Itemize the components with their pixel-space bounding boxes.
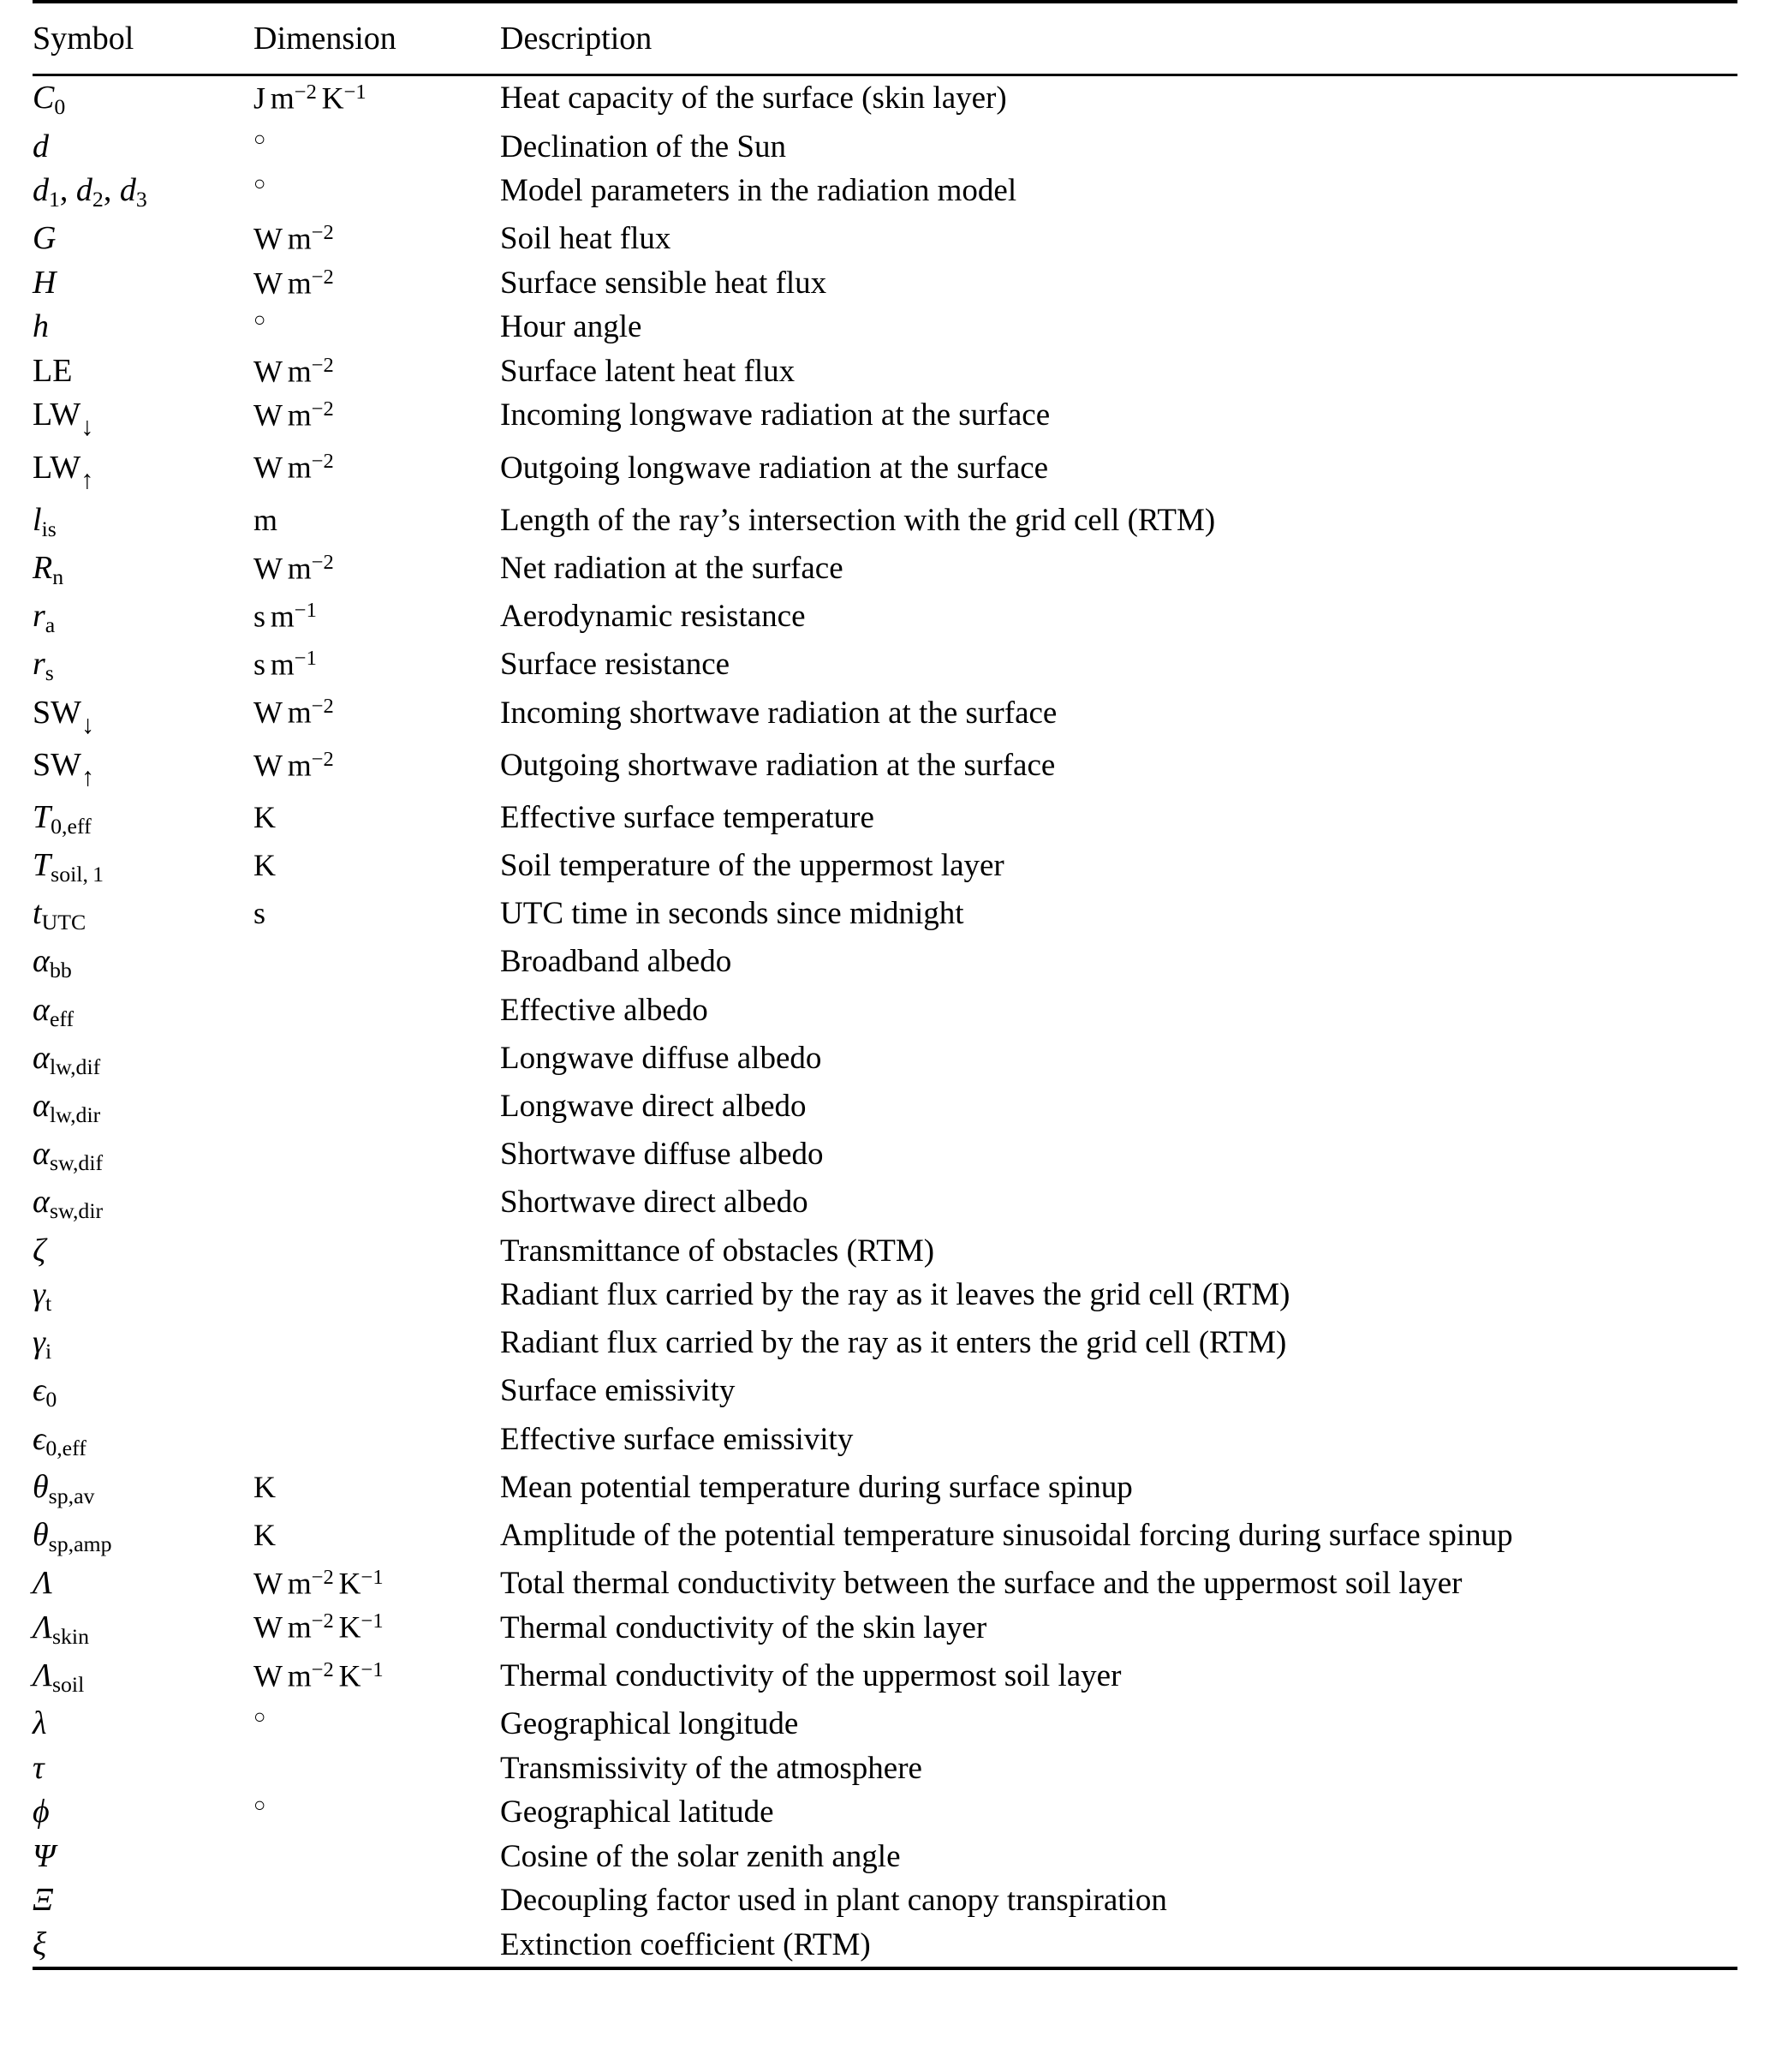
- cell-description: Outgoing shortwave radiation at the surface: [500, 747, 1056, 783]
- table-row: [33, 642, 1737, 690]
- cell-description: Cosine of the solar zenith angle: [500, 1838, 901, 1874]
- cell-symbol: Ψ: [33, 1837, 56, 1874]
- bottom-rule: [33, 1968, 1737, 1970]
- cell-description: Heat capacity of the surface (skin layer): [500, 81, 1007, 116]
- cell-symbol: $R_n$: [33, 550, 64, 590]
- cell-description: Geographical longitude: [500, 1705, 799, 1741]
- table-row: [33, 1701, 1737, 1746]
- cell-symbol: $\epsilon_0$: [33, 1372, 57, 1412]
- cell-description: Total thermal conductivity between the surface and the uppermost soil layer: [500, 1566, 1463, 1602]
- cell-symbol: $r_s$: [33, 646, 54, 686]
- table-row: [33, 1180, 1737, 1228]
- table-row: [33, 1228, 1737, 1273]
- cell-dimension: [253, 988, 500, 1036]
- cell-dimension: W $m^{-2}$: [253, 221, 334, 256]
- table-row: [33, 445, 1737, 498]
- cell-dimension: s $m^{-1}$: [253, 598, 317, 634]
- cell-dimension: ○: [253, 128, 266, 152]
- table-row: [33, 124, 1737, 169]
- cell-dimension: W $m^{-2}$: [253, 550, 334, 586]
- table-row: [33, 1834, 1737, 1878]
- cell-symbol: d: [33, 128, 49, 164]
- cell-dimension: ○: [253, 309, 266, 332]
- cell-symbol: $\Lambda_{soil}$: [33, 1657, 85, 1698]
- cell-dimension: [253, 1922, 500, 1968]
- cell-description: Model parameters in the radiation model: [500, 173, 1017, 209]
- table-row: [33, 305, 1737, 349]
- cell-symbol: ζ: [33, 1232, 46, 1269]
- cell-dimension: ○: [253, 1705, 266, 1729]
- cell-symbol: $d_1$, $d_2$, $d_3$: [33, 172, 147, 212]
- cell-symbol: τ: [33, 1749, 45, 1786]
- cell-dimension: K: [253, 1469, 276, 1504]
- column-header-symbol: Symbol: [33, 21, 134, 57]
- cell-dimension: s: [253, 896, 266, 931]
- cell-dimension: [253, 1417, 500, 1465]
- cell-symbol: $l_{is}$: [33, 501, 57, 542]
- cell-description: Effective surface temperature: [500, 799, 874, 835]
- cell-description: Soil heat flux: [500, 221, 671, 257]
- cell-symbol: $T_{soil, 1}$: [33, 847, 104, 887]
- cell-dimension: W $m^{-2}$: [253, 747, 334, 782]
- cell-description: Surface resistance: [500, 647, 730, 683]
- cell-dimension: m: [253, 502, 278, 537]
- column-header-dimension: Dimension: [253, 21, 396, 57]
- table-row: [33, 393, 1737, 445]
- table-row: [33, 1036, 1737, 1084]
- cell-description: Geographical latitude: [500, 1794, 774, 1830]
- cell-description: Decoupling factor used in plant canopy transpiration: [500, 1883, 1167, 1919]
- cell-dimension: W $m^{-2}$ $K^{-1}$: [253, 1565, 384, 1601]
- cell-description: Extinction coefficient (RTM): [500, 1926, 871, 1962]
- cell-description: Soil temperature of the uppermost layer: [500, 848, 1004, 884]
- cell-symbol: $\alpha_{lw,dif}$: [33, 1039, 101, 1080]
- cell-symbol: $\epsilon_{0,eff}$: [33, 1420, 86, 1460]
- table-head: [33, 2, 1737, 76]
- table-row: [33, 1561, 1737, 1606]
- cell-description: Transmissivity of the atmosphere: [500, 1750, 922, 1786]
- table-row: [33, 690, 1737, 743]
- cell-description: Length of the ray’s intersection with the grid cell (RTM): [500, 502, 1216, 538]
- cell-dimension: [253, 1084, 500, 1132]
- cell-description: Shortwave diffuse albedo: [500, 1137, 824, 1173]
- cell-description: Aerodynamic resistance: [500, 599, 806, 635]
- cell-description: Surface sensible heat flux: [500, 265, 827, 301]
- cell-symbol: Ξ: [33, 1882, 54, 1919]
- table-row: [33, 1746, 1737, 1790]
- table-foot: [33, 1968, 1737, 1970]
- cell-dimension: [253, 940, 500, 988]
- cell-description: Surface emissivity: [500, 1373, 736, 1409]
- cell-dimension: W $m^{-2}$: [253, 265, 334, 300]
- cell-symbol: H: [33, 264, 57, 301]
- table-row: [33, 988, 1737, 1036]
- table-row: [33, 1369, 1737, 1417]
- cell-dimension: W $m^{-2}$: [253, 397, 334, 433]
- table-row: [33, 1790, 1737, 1835]
- cell-description: Incoming shortwave radiation at the surface: [500, 695, 1058, 731]
- table-row: [33, 1321, 1737, 1369]
- cell-symbol: Λ: [33, 1565, 52, 1602]
- table-row: [33, 892, 1737, 940]
- cell-description: Incoming longwave radiation at the surface: [500, 397, 1051, 433]
- table-row: [33, 1465, 1737, 1513]
- cell-symbol: LE: [33, 352, 73, 389]
- cell-symbol: $\alpha_{sw,dif}$: [33, 1136, 104, 1176]
- table-row: [33, 1513, 1737, 1561]
- cell-symbol: $\alpha_{sw,dir}$: [33, 1184, 104, 1224]
- cell-description: Radiant flux carried by the ray as it leaves the grid cell (RTM): [500, 1277, 1290, 1313]
- cell-dimension: K: [253, 799, 276, 834]
- cell-description: UTC time in seconds since midnight: [500, 896, 964, 932]
- table-row: [33, 169, 1737, 217]
- cell-symbol: λ: [33, 1705, 47, 1741]
- cell-description: Net radiation at the surface: [500, 551, 843, 587]
- column-header-description: Description: [500, 21, 653, 57]
- cell-symbol: $r_a$: [33, 598, 56, 638]
- cell-symbol: ϕ: [33, 1794, 50, 1830]
- table-row: [33, 217, 1737, 261]
- cell-dimension: K: [253, 1517, 276, 1552]
- table-row: [33, 1084, 1737, 1132]
- cell-symbol: $\theta_{sp,amp}$: [33, 1516, 112, 1557]
- table-row: [33, 260, 1737, 305]
- table-row: [33, 844, 1737, 892]
- cell-description: Thermal conductivity of the uppermost soil layer: [500, 1657, 1122, 1693]
- cell-symbol: h: [33, 308, 49, 345]
- cell-dimension: W $m^{-2}$ $K^{-1}$: [253, 1609, 384, 1645]
- cell-description: Amplitude of the potential temperature sinusoidal forcing during surface spinup: [500, 1517, 1513, 1553]
- cell-description: Transmittance of obstacles (RTM): [500, 1233, 935, 1269]
- cell-description: Longwave direct albedo: [500, 1089, 807, 1124]
- cell-description: Longwave diffuse albedo: [500, 1040, 822, 1076]
- cell-dimension: [253, 1180, 500, 1228]
- table-row: [33, 594, 1737, 642]
- cell-dimension: W $m^{-2}$: [253, 695, 334, 730]
- table-row: [33, 1417, 1737, 1465]
- cell-description: Surface latent heat flux: [500, 353, 796, 389]
- cell-dimension: [253, 1321, 500, 1369]
- table-row: [33, 498, 1737, 546]
- cell-description: Thermal conductivity of the skin layer: [500, 1609, 987, 1645]
- cell-symbol: $\gamma_t$: [33, 1276, 52, 1317]
- cell-description: Shortwave direct albedo: [500, 1185, 808, 1221]
- header-row: [33, 3, 1737, 75]
- cell-symbol: $SW_↓$: [33, 694, 95, 739]
- table-row: [33, 76, 1737, 124]
- table-row: [33, 940, 1737, 988]
- table-row: [33, 743, 1737, 795]
- cell-dimension: [253, 1746, 500, 1790]
- cell-description: Mean potential temperature during surface spinup: [500, 1469, 1133, 1505]
- cell-dimension: [253, 1036, 500, 1084]
- cell-symbol: $\alpha_{eff}$: [33, 991, 74, 1031]
- cell-symbol: $\theta_{sp,av}$: [33, 1468, 95, 1508]
- cell-symbol: $\gamma_i$: [33, 1324, 52, 1364]
- table-row: [33, 795, 1737, 843]
- table-row: [33, 1273, 1737, 1321]
- cell-dimension: J $m^{-2}$ $K^{-1}$: [253, 81, 367, 116]
- cell-symbol: $C_0$: [33, 80, 66, 120]
- cell-description: Declination of the Sun: [500, 128, 786, 164]
- cell-dimension: K: [253, 848, 276, 883]
- cell-dimension: [253, 1834, 500, 1878]
- table-row: [33, 1878, 1737, 1923]
- cell-description: Radiant flux carried by the ray as it enters the grid cell (RTM): [500, 1325, 1287, 1361]
- cell-symbol: $\Lambda_{skin}$: [33, 1609, 90, 1649]
- cell-symbol: ξ: [33, 1926, 47, 1962]
- cell-description: Broadband albedo: [500, 944, 732, 980]
- cell-description: Outgoing longwave radiation at the surface: [500, 450, 1049, 486]
- table-row: [33, 546, 1737, 594]
- table-row: [33, 1132, 1737, 1180]
- cell-symbol: $\alpha_{bb}$: [33, 943, 72, 983]
- notation-table: [33, 0, 1737, 1970]
- cell-description: Hour angle: [500, 309, 642, 345]
- table-row: [33, 1653, 1737, 1701]
- cell-symbol: $SW_↑$: [33, 746, 95, 791]
- cell-dimension: [253, 1273, 500, 1321]
- cell-dimension: [253, 1369, 500, 1417]
- cell-symbol: $t_{UTC}$: [33, 895, 86, 935]
- cell-dimension: [253, 1132, 500, 1180]
- table-row: [33, 1922, 1737, 1968]
- cell-description: Effective albedo: [500, 992, 708, 1028]
- table-body: [33, 76, 1737, 1968]
- cell-symbol: $T_{0,eff}$: [33, 798, 92, 839]
- cell-dimension: W $m^{-2}$ $K^{-1}$: [253, 1657, 384, 1693]
- cell-description: Effective surface emissivity: [500, 1421, 854, 1457]
- cell-symbol: $LW_↑$: [33, 449, 94, 494]
- table-row: [33, 1605, 1737, 1653]
- table-row: [33, 349, 1737, 393]
- cell-dimension: ○: [253, 172, 266, 195]
- cell-dimension: [253, 1228, 500, 1273]
- cell-dimension: W $m^{-2}$: [253, 353, 334, 388]
- cell-dimension: ○: [253, 1794, 266, 1817]
- cell-dimension: [253, 1878, 500, 1923]
- cell-symbol: G: [33, 220, 57, 257]
- cell-dimension: W $m^{-2}$: [253, 450, 334, 485]
- cell-symbol: $LW_↓$: [33, 397, 94, 442]
- cell-symbol: $\alpha_{lw,dir}$: [33, 1088, 101, 1128]
- cell-dimension: s $m^{-1}$: [253, 647, 317, 682]
